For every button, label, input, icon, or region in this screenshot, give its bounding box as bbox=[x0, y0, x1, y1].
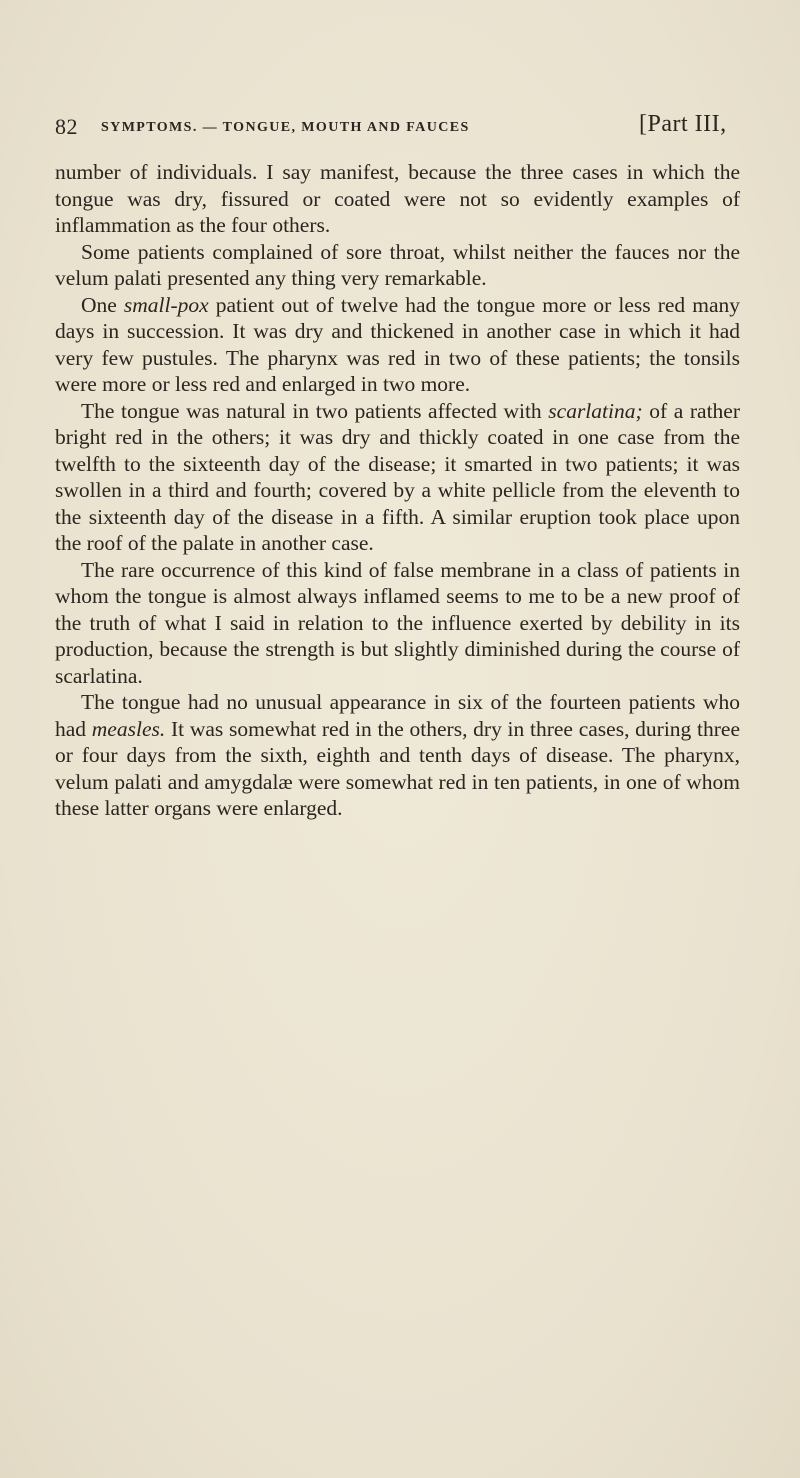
body-text bbox=[55, 159, 740, 822]
text-run: One bbox=[81, 292, 124, 317]
text-run: It was somewhat red in the others, dry in three cases, during three or four days from the sixth, eighth and tenth days of disease. The pharynx, velum palati and amygdalæ were somewhat red in ten patients, in one of whom these latter organs were enlarged. bbox=[55, 716, 741, 820]
paragraph-continuation: number of individuals. I say manifest, because the three cases in which the tongue was dry, fissured or coated were not so evidently examples of inflammation as the four others. bbox=[55, 160, 740, 237]
running-head bbox=[55, 108, 735, 148]
paragraph-small-pox bbox=[55, 292, 740, 398]
text-run: The tongue was natural in two patients affected with bbox=[81, 398, 549, 423]
part-label: [Part III, bbox=[639, 111, 727, 137]
text-run: The tongue had no unusual appearance in six of the fourteen patients who had bbox=[55, 690, 740, 741]
chapter-title: SYMPTOMS. — TONGUE, MOUTH AND FAUCES bbox=[101, 120, 470, 135]
text-run: of a rather bright red in the others; it was dry and thickly coated in one case from the twelfth to the sixteenth day of the disease; it smarted in two patients; it was swollen in a third and fourth; covered by a white pellicle from the eleventh to the sixteenth day of the disease in a fifth. A similar eruption took place upon the roof of the palate in another case. bbox=[55, 398, 740, 555]
paragraph-measles bbox=[55, 689, 740, 822]
paragraph-sore-throat: Some patients complained of sore throat, whilst neither the fauces nor the velum palati presented any thing very remarkable. bbox=[55, 239, 740, 290]
italic-term-small-pox: small-pox bbox=[123, 292, 209, 317]
italic-term-scarlatina: scarlatina; bbox=[548, 398, 643, 423]
italic-term-measles: measles. bbox=[91, 716, 166, 741]
paragraph-scarlatina bbox=[55, 398, 740, 557]
paragraph-false-membrane: The rare occurrence of this kind of false membrane in a class of patients in whom the tongue is almost always inflamed seems to me to be a new proof of the truth of what I said in relation to the influence exerted by debility in its production, because the strength is but slightly diminished during the course of scarlatina. bbox=[55, 557, 740, 688]
page-number: 82 bbox=[55, 114, 78, 139]
text-run: patient out of twelve had the tongue more or less red many days in succession. It was dry and thickened in another case in which it had very few pustules. The pharynx was red in two of these patients; the tonsils were more or less red and enlarged in two more. bbox=[55, 292, 740, 396]
